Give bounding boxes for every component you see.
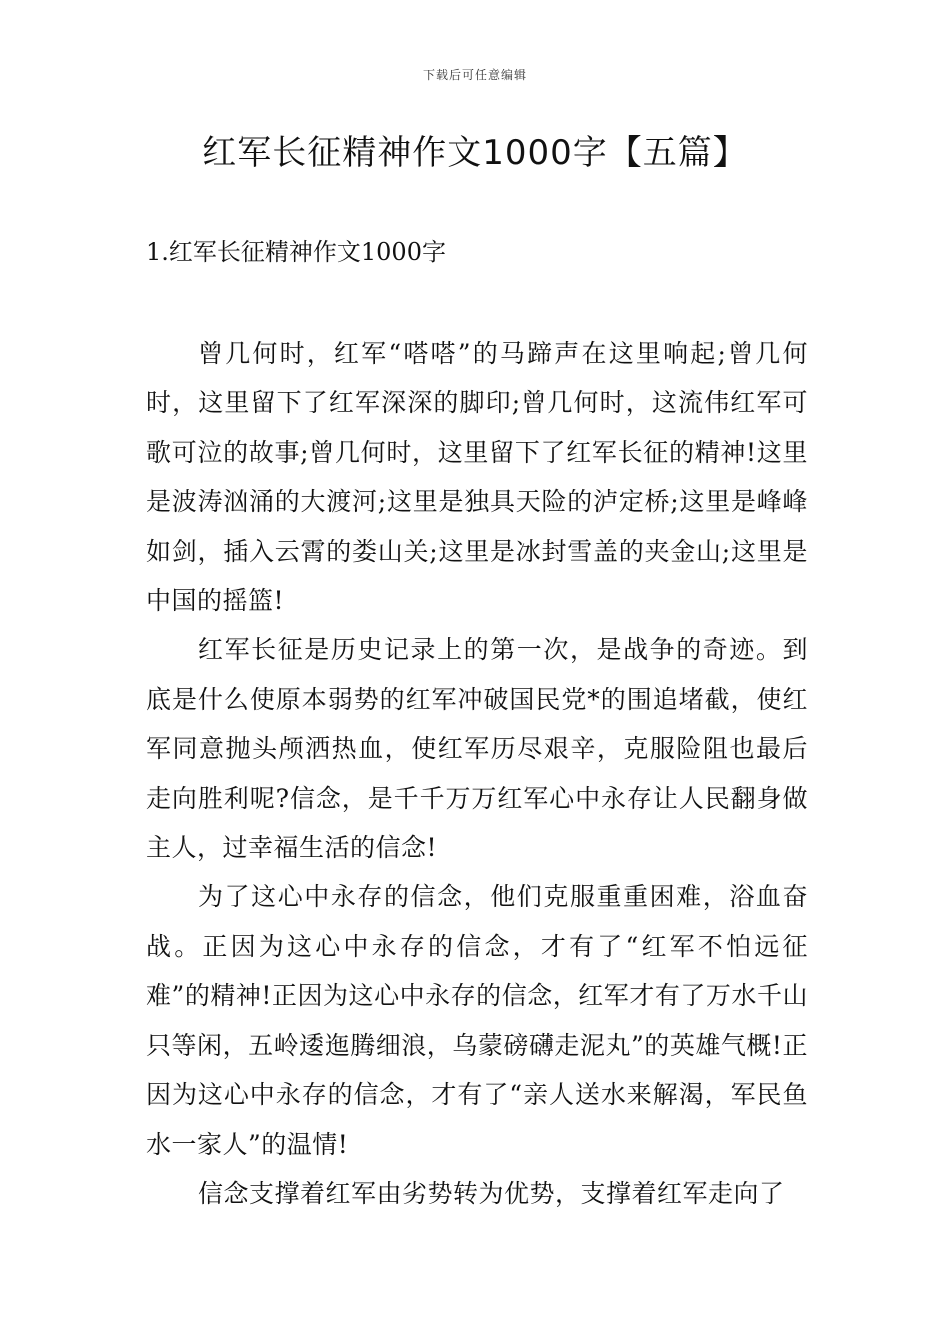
section-heading: 1.红军长征精神作文1000字 [146, 238, 446, 266]
header-note: 下载后可任意编辑 [422, 68, 527, 82]
paragraph: 信念支撑着红军由劣势转为优势，支撑着红军走向了 [198, 1178, 785, 1208]
paragraph: 红军长征是历史记录上的第一次，是战争的奇迹。到底是什么使原本弱势的红军冲破国民党*的围追堵截，使红军同意抛头颅洒热血，使红军历尽艰辛，克服险阻也最后走向胜利呢?信念，是千千万万红军心中永存让人民翻身做主人，过幸福生活的信念! [146, 635, 808, 863]
paragraph: 曾几何时，红军“嗒嗒”的马蹄声在这里响起;曾几何时，这里留下了红军深深的脚印;曾几何时，这流伟红军可歌可泣的故事;曾几何时，这里留下了红军长征的精神!这里是波涛汹涌的大渡河;这里是独具天险的泸定桥;这里是峰峰如剑，插入云霄的娄山关;这里是冰封雪盖的夹金山;这里是中国的摇篮! [146, 339, 808, 616]
document-title: 红军长征精神作文1000字【五篇】 [202, 133, 748, 173]
paragraph: 为了这心中永存的信念，他们克服重重困难，浴血奋战。正因为这心中永存的信念，才有了“红军不怕远征难”的精神!正因为这心中永存的信念，红军才有了万水千山只等闲，五岭逶迤腾细浪，乌蒙磅礴走泥丸”的英雄气概!正因为这心中永存的信念，才有了“亲人送水来解渴，军民鱼水一家人”的温情! [146, 882, 808, 1159]
body-text [146, 329, 808, 1218]
